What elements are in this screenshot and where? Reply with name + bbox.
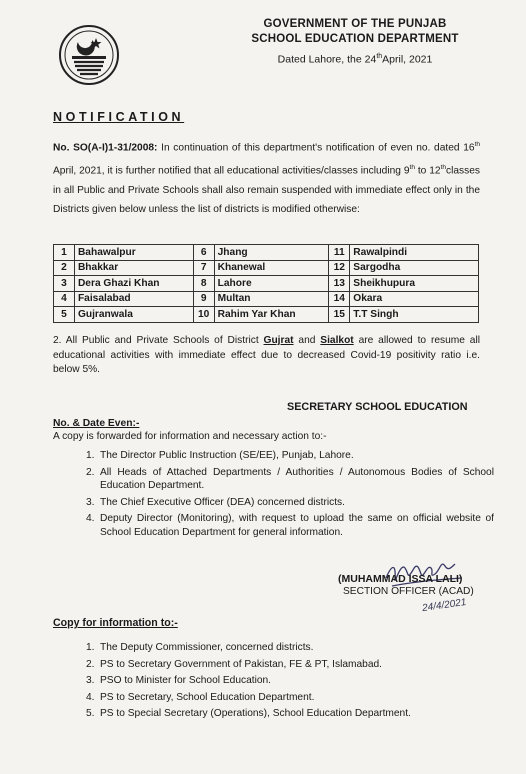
district-number: 15 [329, 307, 350, 323]
district-name: Khanewal [214, 260, 329, 276]
list-item: 3. PSO to Minister for School Education. [86, 675, 272, 687]
notification-paragraph-1: No. SO(A-I)1-31/2008: In continuation of this department's notification of even no. dated 16th April, 2021, it is further notified that all educational activities/classes including 9th to 12thclasses in all Public and Private Schools shall also remain suspended with immediate effect only in the Districts given below unless the list of districts is modified otherwise: [53, 141, 480, 215]
forward-line: A copy is forwarded for information and necessary action to:- [53, 431, 327, 442]
district-name: Sargodha [350, 260, 479, 276]
district-name: Rahim Yar Khan [214, 307, 329, 323]
signer-designation: SECTION OFFICER (ACAD) [343, 586, 474, 597]
list-item: 4. Deputy Director (Monitoring), with request to upload the same on official website of School Education Department for general information. [86, 513, 494, 538]
district-name: Bhakkar [74, 260, 193, 276]
no-and-date-heading: No. & Date Even:- [53, 418, 140, 429]
notification-number: No. SO(A-I)1-31/2008: [53, 142, 158, 154]
district-name: T.T Singh [350, 307, 479, 323]
list-item: 4. PS to Secretary, School Education Department. [86, 691, 315, 703]
department-heading: SCHOOL EDUCATION DEPARTMENT [251, 33, 459, 45]
handwritten-sign-date: 24/4/2021 [421, 596, 468, 615]
list-item: 3. The Chief Executive Officer (DEA) concerned districts. [86, 496, 345, 508]
signer-name: (MUHAMMAD ISSA LALI) [338, 573, 463, 585]
forward-list [86, 449, 494, 542]
district-number: 14 [329, 291, 350, 307]
list-item: 1. The Director Public Instruction (SE/EE), Punjab, Lahore. [86, 450, 354, 461]
table-row [54, 245, 479, 261]
table-row [54, 307, 479, 323]
list-item: 2. All Heads of Attached Departments / Authorities / Autonomous Bodies of School Education Department. [86, 466, 494, 491]
district-name: Bahawalpur [74, 245, 193, 261]
table-row [54, 291, 479, 307]
table-row [54, 260, 479, 276]
dated-line: Dated Lahore, the 24thApril, 2021 [277, 53, 433, 66]
district-name: Sheikhupura [350, 276, 479, 292]
copy-for-information-heading: Copy for information to:- [53, 617, 178, 629]
district-number: 8 [193, 276, 214, 292]
district-number: 4 [54, 291, 75, 307]
list-item: 5. PS to Special Secretary (Operations), School Education Department. [86, 708, 411, 720]
district-name: Okara [350, 291, 479, 307]
district-name: Multan [214, 291, 329, 307]
punjab-government-logo [58, 24, 120, 86]
list-item: 2. PS to Secretary Government of Pakistan, FE & PT, Islamabad. [86, 658, 382, 670]
district-name: Gujranwala [74, 307, 193, 323]
districts-table [53, 244, 479, 323]
notification-paragraph-2: 2. All Public and Private Schools of District Gujrat and Sialkot are allowed to resume all educational activities with immediate effect due to decreased Covid-19 positivity ratio i.e. below 5%. [53, 335, 480, 376]
list-item: 1. The Deputy Commissioner, concerned districts. [86, 642, 314, 653]
district-number: 9 [193, 291, 214, 307]
district-name: Rawalpindi [350, 245, 479, 261]
district-name: Faisalabad [74, 291, 193, 307]
district-number: 7 [193, 260, 214, 276]
district-name: Dera Ghazi Khan [74, 276, 193, 292]
district-number: 12 [329, 260, 350, 276]
district-number: 1 [54, 245, 75, 261]
district-number: 11 [329, 245, 350, 261]
district-number: 10 [193, 307, 214, 323]
district-number: 3 [54, 276, 75, 292]
district-name: Jhang [214, 245, 329, 261]
secretary-signature-title: SECRETARY SCHOOL EDUCATION [287, 401, 468, 413]
district-name: Lahore [214, 276, 329, 292]
copy-list [86, 641, 486, 724]
table-row [54, 276, 479, 292]
district-number: 2 [54, 260, 75, 276]
district-number: 13 [329, 276, 350, 292]
district-number: 5 [54, 307, 75, 323]
notification-title: NOTIFICATION [53, 110, 185, 124]
district-number: 6 [193, 245, 214, 261]
government-heading: GOVERNMENT OF THE PUNJAB [263, 18, 447, 30]
